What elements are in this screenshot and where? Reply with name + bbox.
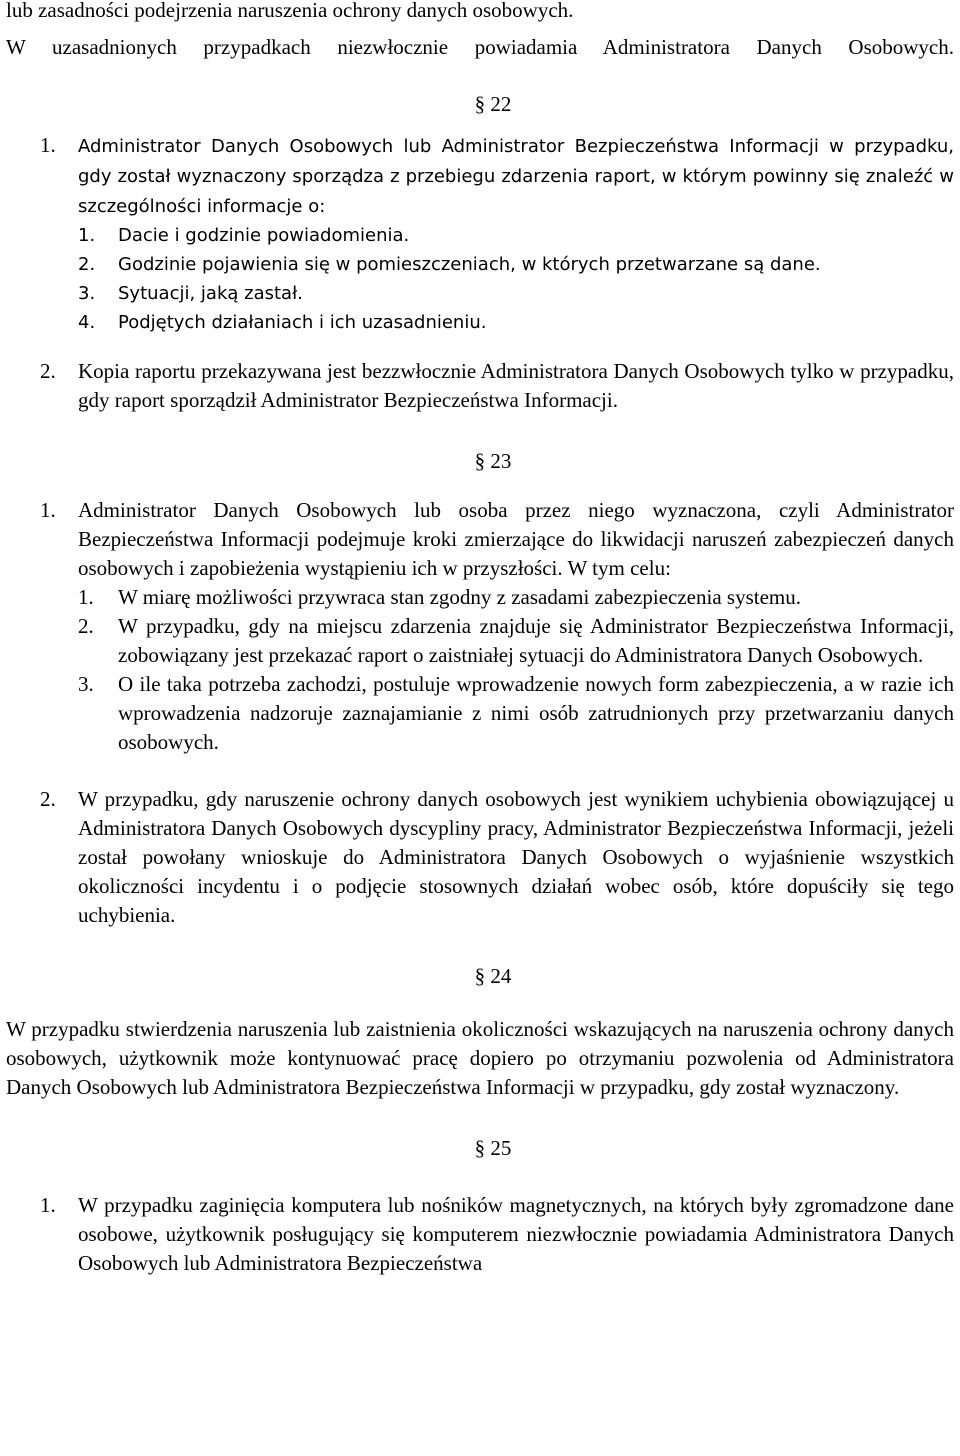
paragraph-number: 1.: [40, 133, 56, 157]
sec25-paragraph-1: [6, 1191, 954, 1278]
list-text: W miarę możliwości przywraca stan zgodny z zasadami zabezpieczenia systemu.: [118, 585, 801, 609]
sec22-list-item-1: [6, 221, 954, 250]
paragraph-text: W przypadku zaginięcia komputera lub nośników magnetycznych, na których były zgromadzone dane osobowe, użytkownik posługujący się komputerem niezwłocznie powiadamia Administratora Danych Osobowych lub Administratora Bezpieczeństwa: [78, 1193, 954, 1275]
list-number: 3.: [78, 283, 96, 304]
list-number: 1.: [78, 225, 96, 246]
sec22-list-item-3: [6, 279, 954, 308]
list-number: 3.: [78, 672, 94, 696]
sec23-list-item-2: [6, 612, 954, 670]
sec22-list-item-4: [6, 308, 954, 337]
list-text: O ile taka potrzeba zachodzi, postuluje wprowadzenie nowych form zabezpieczenia, a w razie ich wprowadzenia nadzoruje zaznajamianie z nimi osób zatrudnionych przy przetwarzaniu danych osobowych.: [118, 672, 954, 754]
list-number: 2.: [78, 614, 94, 638]
paragraph-text: Administrator Danych Osobowych lub Administrator Bezpieczeństwa Informacji w przypadku, gdy został wyznaczony sporządza z przebiegu zdarzenia raport, w którym powinny się znaleźć w szczególności informacje o:: [78, 136, 954, 217]
list-text: Godzinie pojawienia się w pomieszczeniach, w których przetwarzane są dane.: [118, 254, 821, 275]
paragraph-text: Kopia raportu przekazywana jest bezzwłocznie Administratora Danych Osobowych tylko w przypadku, gdy raport sporządził Administrator Bezpieczeństwa Informacji.: [78, 359, 954, 412]
sec22-paragraph-1: [6, 131, 954, 221]
paragraph-number: 1.: [40, 498, 56, 522]
paragraph-number: 2.: [40, 787, 56, 811]
sec23-paragraph-1: [6, 496, 954, 583]
sec23-list-item-3: [6, 670, 954, 757]
sec24-paragraph: W przypadku stwierdzenia naruszenia lub zaistnienia okoliczności wskazujących na naruszenia ochrony danych osobowych, użytkownik może kontynuować pracę dopiero po otrzymaniu pozwolenia od Administratora Danych Osobowych lub Administratora Bezpieczeństwa Informacji w przypadku, gdy został wyznaczony.: [6, 1017, 954, 1099]
sec22-list-item-2: [6, 250, 954, 279]
sec22-paragraph-2: [6, 357, 954, 415]
section-22-heading: § 22: [474, 92, 512, 116]
paragraph-text: Administrator Danych Osobowych lub osoba przez niego wyznaczona, czyli Administrator Bezpieczeństwa Informacji podejmuje kroki zmierzające do likwidacji naruszeń zabezpieczeń danych osobowych i zapobieżenia wystąpieniu ich w przyszłości. W tym celu:: [78, 498, 954, 580]
list-text: Sytuacji, jaką zastał.: [118, 283, 303, 304]
section-24-heading: § 24: [474, 964, 512, 988]
intro-line-1: lub zasadności podejrzenia naruszenia ochrony danych osobowych.: [6, 0, 574, 22]
paragraph-text: W przypadku, gdy naruszenie ochrony danych osobowych jest wynikiem uchybienia obowiązującej u Administratora Danych Osobowych dyscypliny pracy, Administrator Bezpieczeństwa Informacji, jeżeli został powołany wnioskuje do Administratora Danych Osobowych o wyjaśnienie wszystkich okoliczności incydentu i o podjęcie stosownych działań wobec osób, które dopuściły się tego uchybienia.: [78, 787, 954, 927]
intro-line-2: W uzasadnionych przypadkach niezwłocznie powiadamia Administratora Danych Osobowych.: [6, 35, 954, 59]
list-number: 2.: [78, 254, 96, 275]
list-number: 4.: [78, 312, 96, 333]
section-25-heading: § 25: [474, 1136, 512, 1160]
sec23-paragraph-2: [6, 785, 954, 930]
section-23-heading: § 23: [474, 449, 512, 473]
list-text: W przypadku, gdy na miejscu zdarzenia znajduje się Administrator Bezpieczeństwa Informacji, zobowiązany jest przekazać raport o zaistniałej sytuacji do Administratora Danych Osobowych.: [118, 614, 954, 667]
document-page: [6, 0, 954, 1278]
paragraph-number: 1.: [40, 1193, 56, 1217]
list-number: 1.: [78, 585, 94, 609]
list-text: Podjętych działaniach i ich uzasadnieniu.: [118, 312, 487, 333]
sec23-list-item-1: [6, 583, 954, 612]
paragraph-number: 2.: [40, 359, 56, 383]
list-text: Dacie i godzinie powiadomienia.: [118, 225, 410, 246]
